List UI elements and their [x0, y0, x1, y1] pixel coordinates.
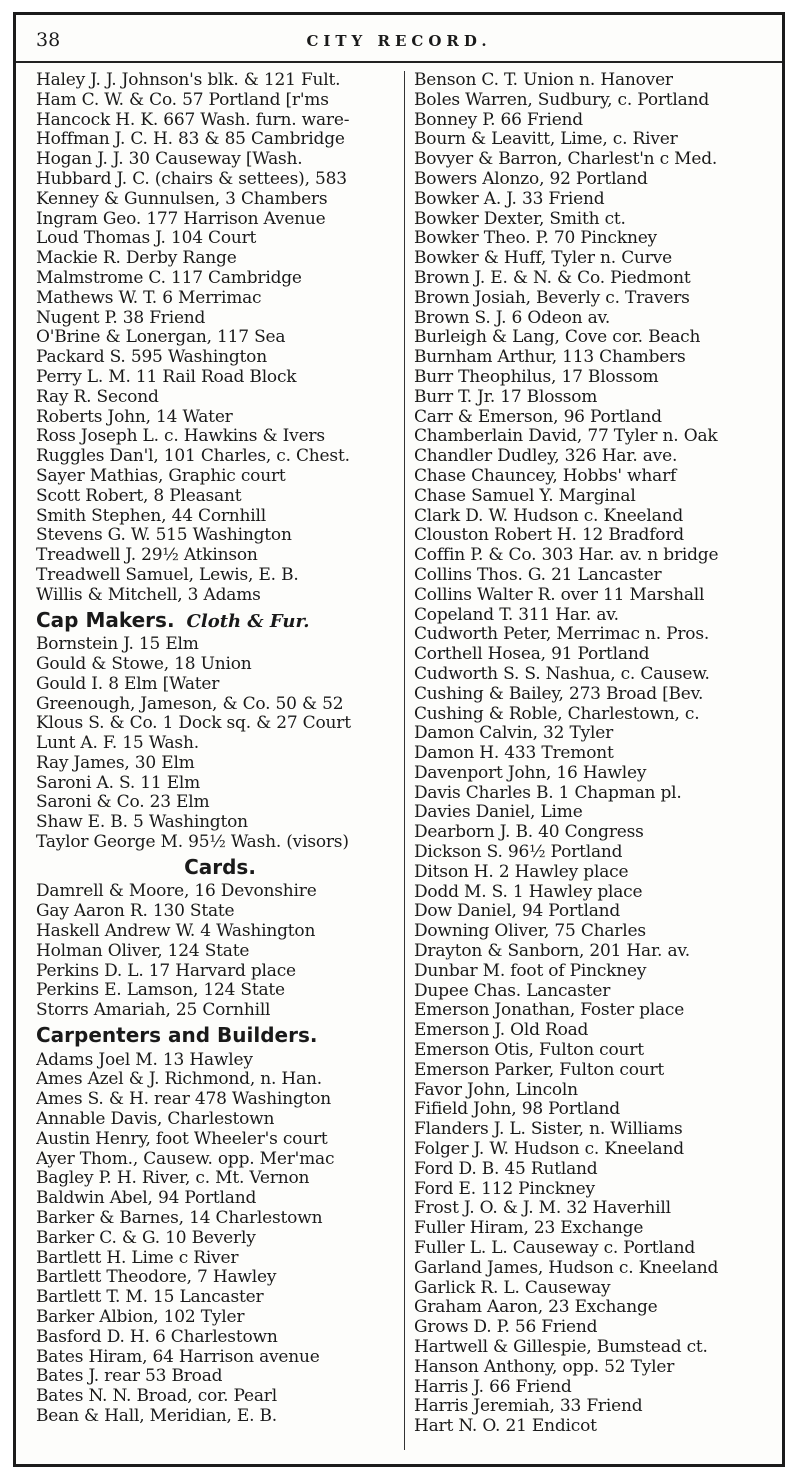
directory-entry: Ray James, 30 Elm [36, 753, 195, 773]
section-heading-subtitle: Cloth & Fur. [186, 610, 310, 632]
directory-entry: Ray R. Second [36, 387, 159, 407]
directory-entry: Collins Thos. G. 21 Lancaster [414, 565, 662, 585]
directory-entry: Ames S. & H. rear 478 Washington [36, 1090, 331, 1110]
directory-entry: Dow Daniel, 94 Portland [414, 902, 621, 922]
directory-entry: Hubbard J. C. (chairs & settees), 583 [36, 169, 347, 189]
directory-entry: Taylor George M. 95½ Wash. (visors) [36, 833, 349, 853]
directory-entry: Benson C. T. Union n. Hanover [414, 71, 673, 90]
directory-entry: Burr T. Jr. 17 Blossom [414, 387, 598, 407]
directory-entry: Hartwell & Gillespie, Bumstead ct. [414, 1338, 708, 1357]
directory-entry: Emerson Parker, Fulton court [414, 1060, 665, 1080]
directory-entry: Perkins D. L. 17 Harvard place [36, 961, 296, 981]
directory-entry: Grows D. P. 56 Friend [414, 1318, 598, 1338]
directory-entry: Frost J. O. & J. M. 32 Haverhill [414, 1199, 671, 1219]
directory-entry: Cushing & Roble, Charlestown, c. [414, 704, 700, 724]
directory-entry: Lunt A. F. 15 Wash. [36, 734, 199, 754]
directory-entry: Burnham Arthur, 113 Chambers [414, 348, 686, 368]
directory-entry: Hogan J. J. 30 Causeway [Wash. [36, 150, 303, 170]
directory-entry: Mackie R. Derby Range [36, 249, 237, 269]
directory-entry: Adams Joel M. 13 Hawley [36, 1050, 253, 1070]
directory-entry: Saroni & Co. 23 Elm [36, 793, 210, 813]
directory-entry: Davis Charles B. 1 Chapman pl. [414, 783, 682, 803]
section-heading-title: Cards. [184, 854, 256, 879]
directory-entry: Clouston Robert H. 12 Bradford [414, 526, 684, 546]
directory-entry: Bowker & Huff, Tyler n. Curve [414, 249, 672, 269]
directory-entry: Ditson H. 2 Hawley place [414, 862, 629, 882]
directory-entry: Chase Samuel Y. Marginal [414, 486, 636, 506]
directory-entry: Harris Jeremiah, 33 Friend [414, 1397, 643, 1417]
directory-entry: Ingram Geo. 177 Harrison Avenue [36, 209, 326, 229]
directory-entry: Bates N. N. Broad, cor. Pearl [36, 1387, 277, 1407]
directory-entry: Fuller L. L. Causeway c. Portland [414, 1239, 696, 1259]
directory-entry: Austin Henry, foot Wheeler's court [36, 1129, 328, 1149]
section-heading [36, 606, 404, 636]
directory-entry: Emerson Otis, Fulton court [414, 1041, 644, 1061]
directory-entry: Damon Calvin, 32 Tyler [414, 724, 614, 744]
section-heading [36, 1021, 404, 1051]
directory-entry: Davies Daniel, Lime [414, 803, 583, 823]
directory-entry: Bowers Alonzo, 92 Portland [414, 169, 648, 189]
directory-entry: Malmstrome C. 117 Cambridge [36, 268, 302, 288]
directory-page [13, 12, 785, 1467]
directory-entry: Basford D. H. 6 Charlestown [36, 1327, 278, 1347]
directory-entry: Corthell Hosea, 91 Portland [414, 645, 650, 665]
directory-entry: Bornstein J. 15 Elm [36, 635, 199, 655]
directory-entry: Gould & Stowe, 18 Union [36, 654, 252, 674]
right-column [414, 71, 782, 1450]
directory-entry: Haley J. J. Johnson's blk. & 121 Fult. [36, 71, 341, 90]
directory-entry: Ford E. 112 Pinckney [414, 1179, 595, 1199]
directory-entry: Baldwin Abel, 94 Portland [36, 1189, 257, 1209]
section-heading [36, 853, 404, 883]
directory-entry: Bean & Hall, Meridian, E. B. [36, 1406, 277, 1426]
directory-entry: Barker & Barnes, 14 Charlestown [36, 1209, 323, 1229]
directory-entry: Smith Stephen, 44 Cornhill [36, 506, 266, 526]
directory-entry: Emerson Jonathan, Foster place [414, 1001, 685, 1021]
section-heading-title: Cap Makers. [36, 607, 175, 632]
directory-entry: Bartlett H. Lime c River [36, 1248, 239, 1268]
directory-entry: Roberts John, 14 Water [36, 407, 233, 427]
directory-entry: Favor John, Lincoln [414, 1080, 578, 1100]
directory-entry: Copeland T. 311 Har. av. [414, 605, 619, 625]
directory-entry: Dickson S. 96½ Portland [414, 843, 623, 863]
directory-entry: Annable Davis, Charlestown [36, 1110, 275, 1130]
directory-entry: Perry L. M. 11 Rail Road Block [36, 367, 297, 387]
directory-entry: Gay Aaron R. 130 State [36, 902, 235, 922]
directory-entry: Barker C. & G. 10 Beverly [36, 1228, 256, 1248]
directory-entry: Emerson J. Old Road [414, 1021, 589, 1041]
directory-entry: Stevens G. W. 515 Washington [36, 526, 292, 546]
directory-entry: Chamberlain David, 77 Tyler n. Oak [414, 427, 718, 447]
directory-entry: Hoffman J. C. H. 83 & 85 Cambridge [36, 130, 345, 150]
directory-entry: Storrs Amariah, 25 Cornhill [36, 1001, 271, 1021]
directory-entry: Bartlett Theodore, 7 Hawley [36, 1268, 277, 1288]
directory-entry: Chase Chauncey, Hobbs' wharf [414, 466, 677, 486]
directory-entry: Hanson Anthony, opp. 52 Tyler [414, 1357, 675, 1377]
directory-entry: Dupee Chas. Lancaster [414, 981, 611, 1001]
directory-entry: Bates Hiram, 64 Harrison avenue [36, 1347, 320, 1367]
directory-entry: Brown J. E. & N. & Co. Piedmont [414, 268, 691, 288]
directory-entry: Mathews W. T. 6 Merrimac [36, 288, 262, 308]
directory-entry: Flanders J. L. Sister, n. Williams [414, 1120, 683, 1140]
directory-entry: Dodd M. S. 1 Hawley place [414, 882, 643, 902]
directory-entry: Ayer Thom., Causew. opp. Mer'mac [36, 1149, 335, 1169]
directory-entry: Cushing & Bailey, 273 Broad [Bev. [414, 684, 704, 704]
directory-entry: Ruggles Dan'l, 101 Charles, c. Chest. [36, 447, 350, 467]
directory-entry: Klous S. & Co. 1 Dock sq. & 27 Court [36, 714, 351, 734]
directory-entry: Burr Theophilus, 17 Blossom [414, 367, 659, 387]
directory-entry: Packard S. 595 Washington [36, 348, 267, 368]
directory-entry: Bagley P. H. River, c. Mt. Vernon [36, 1169, 310, 1189]
directory-entry: Shaw E. B. 5 Washington [36, 813, 248, 833]
directory-entry: Damrell & Moore, 16 Devonshire [36, 882, 317, 902]
directory-entry: Dunbar M. foot of Pinckney [414, 961, 647, 981]
directory-entry: Davenport John, 16 Hawley [414, 763, 647, 783]
directory-entry: Clark D. W. Hudson c. Kneeland [414, 506, 684, 526]
directory-entry: Bartlett T. M. 15 Lancaster [36, 1288, 264, 1308]
directory-entry: Brown S. J. 6 Odeon av. [414, 308, 611, 328]
directory-entry: Nugent P. 38 Friend [36, 308, 206, 328]
left-column [36, 71, 404, 1450]
directory-entry: Collins Walter R. over 11 Marshall [414, 585, 705, 605]
directory-entry: Saroni A. S. 11 Elm [36, 773, 201, 793]
directory-entry: Willis & Mitchell, 3 Adams [36, 585, 261, 605]
directory-entry: Downing Oliver, 75 Charles [414, 922, 646, 942]
directory-entry: Dearborn J. B. 40 Congress [414, 823, 644, 843]
directory-entry: Barker Albion, 102 Tyler [36, 1308, 245, 1327]
directory-entry: Bowker Dexter, Smith ct. [414, 209, 626, 229]
directory-entry: Bourn & Leavitt, Lime, c. River [414, 130, 678, 150]
directory-entry: Garland James, Hudson c. Kneeland [414, 1258, 719, 1278]
directory-entry: Graham Aaron, 23 Exchange [414, 1298, 658, 1318]
directory-entry: Coffin P. & Co. 303 Har. av. n bridge [414, 546, 719, 566]
directory-entry: Greenough, Jameson, & Co. 50 & 52 [36, 694, 344, 714]
directory-entry: Hart N. O. 21 Endicot [414, 1417, 597, 1437]
directory-entry: Perkins E. Lamson, 124 State [36, 981, 285, 1001]
directory-entry: Boles Warren, Sudbury, c. Portland [414, 90, 710, 110]
directory-entry: Loud Thomas J. 104 Court [36, 229, 257, 249]
directory-entry: Ames Azel & J. Richmond, n. Han. [36, 1070, 322, 1090]
directory-entry: Ham C. W. & Co. 57 Portland [r'ms [36, 90, 329, 110]
directory-entry: Drayton & Sanborn, 201 Har. av. [414, 942, 690, 962]
directory-entry: O'Brine & Lonergan, 117 Sea [36, 328, 286, 348]
directory-entry: Bowker A. J. 33 Friend [414, 189, 605, 209]
directory-entry: Scott Robert, 8 Pleasant [36, 486, 242, 506]
directory-entry: Fifield John, 98 Portland [414, 1100, 620, 1120]
directory-entry: Haskell Andrew W. 4 Washington [36, 922, 316, 942]
directory-entry: Bowker Theo. P. 70 Pinckney [414, 229, 657, 249]
directory-entry: Cudworth Peter, Merrimac n. Pros. [414, 625, 710, 645]
directory-entry: Ross Joseph L. c. Hawkins & Ivers [36, 427, 325, 447]
directory-entry: Cudworth S. S. Nashua, c. Causew. [414, 664, 710, 684]
running-title: CITY RECORD. [306, 32, 492, 50]
page-number: 38 [36, 29, 61, 51]
directory-entry: Kenney & Gunnulsen, 3 Chambers [36, 189, 328, 209]
page-header [16, 15, 782, 63]
section-heading-title: Carpenters and Builders. [36, 1023, 318, 1048]
directory-entry: Carr & Emerson, 96 Portland [414, 407, 662, 427]
directory-entry: Burleigh & Lang, Cove cor. Beach [414, 328, 701, 348]
directory-entry: Ford D. B. 45 Rutland [414, 1159, 598, 1179]
directory-entry: Sayer Mathias, Graphic court [36, 466, 286, 486]
directory-entry: Bonney P. 66 Friend [414, 110, 583, 130]
directory-entry: Hancock H. K. 667 Wash. furn. ware- [36, 110, 350, 130]
directory-entry: Chandler Dudley, 326 Har. ave. [414, 447, 678, 467]
directory-entry: Garlick R. L. Causeway [414, 1278, 611, 1298]
directory-entry: Gould I. 8 Elm [Water [36, 674, 220, 694]
directory-entry: Damon H. 433 Tremont [414, 744, 614, 764]
directory-entry: Bates J. rear 53 Broad [36, 1367, 223, 1387]
directory-entry: Treadwell Samuel, Lewis, E. B. [36, 565, 299, 585]
directory-entry: Bovyer & Barron, Charlest'n c Med. [414, 150, 718, 170]
directory-entry: Fuller Hiram, 23 Exchange [414, 1219, 644, 1239]
directory-entry: Holman Oliver, 124 State [36, 941, 250, 961]
column-divider [404, 71, 405, 1450]
directory-entry: Brown Josiah, Beverly c. Travers [414, 288, 690, 308]
directory-entry: Folger J. W. Hudson c. Kneeland [414, 1140, 684, 1160]
directory-entry: Treadwell J. 29½ Atkinson [36, 546, 258, 566]
directory-entry: Harris J. 66 Friend [414, 1377, 572, 1397]
